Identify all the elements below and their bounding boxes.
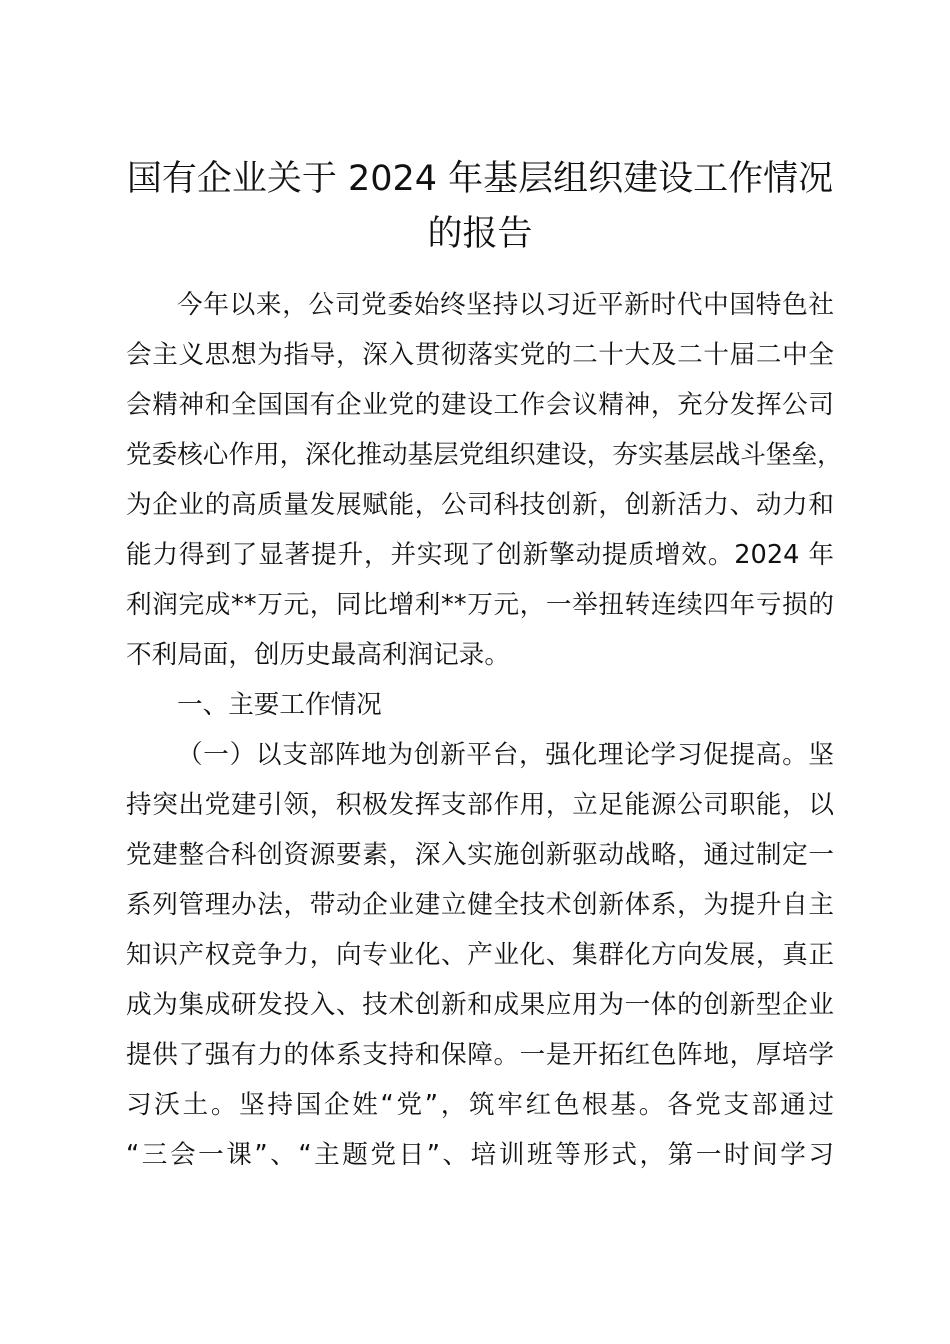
- title-line-1: 国有企业关于 2024 年基层组织建设工作情况: [126, 159, 834, 199]
- section-heading: 一、主要工作情况: [177, 690, 382, 720]
- paragraph-line: 知识产权竞争力，向专业化、产业化、集群化方向发展，真正: [126, 940, 834, 970]
- document-title: [110, 152, 850, 262]
- paragraph-line: 会主义思想为指导，深入贯彻落实党的二十大及二十届二中全: [126, 340, 834, 370]
- paragraph-line: 今年以来，公司党委始终坚持以习近平新时代中国特色社: [177, 290, 834, 320]
- paragraph-line: 会精神和全国国有企业党的建设工作会议精神，充分发挥公司: [126, 390, 834, 420]
- paragraph-line: 成为集成研发投入、技术创新和成果应用为一体的创新型企业: [126, 990, 834, 1020]
- paragraph-line: 提供了强有力的体系支持和保障。一是开拓红色阵地，厚培学: [126, 1040, 834, 1070]
- paragraph-line: 持突出党建引领，积极发挥支部作用，立足能源公司职能，以: [126, 790, 834, 820]
- paragraph-line: 党建整合科创资源要素，深入实施创新驱动战略，通过制定一: [126, 840, 834, 870]
- paragraph-line: 为企业的高质量发展赋能，公司科技创新，创新活力、动力和: [126, 490, 834, 520]
- paragraph-line: 利润完成**万元，同比增利**万元，一举扭转连续四年亏损的: [126, 590, 834, 620]
- paragraph-line: 党委核心作用，深化推动基层党组织建设，夯实基层战斗堡垒，: [126, 440, 843, 470]
- paragraph-line: 能力得到了显著提升，并实现了创新擎动提质增效。2024 年: [126, 540, 834, 570]
- title-line-2: 的报告: [427, 214, 533, 254]
- paragraph-line: 不利局面，创历史最高利润记录。: [126, 640, 510, 670]
- paragraph-line: “三会一课”、“主题党日”、培训班等形式，第一时间学习: [126, 1140, 834, 1170]
- paragraph-line: （一）以支部阵地为创新平台，强化理论学习促提高。坚: [177, 740, 834, 770]
- paragraph-line: 系列管理办法，带动企业建立健全技术创新体系，为提升自主: [126, 890, 834, 920]
- document-body: [126, 280, 843, 1180]
- paragraph-line: 习沃土。坚持国企姓“党”，筑牢红色根基。各党支部通过: [126, 1090, 834, 1120]
